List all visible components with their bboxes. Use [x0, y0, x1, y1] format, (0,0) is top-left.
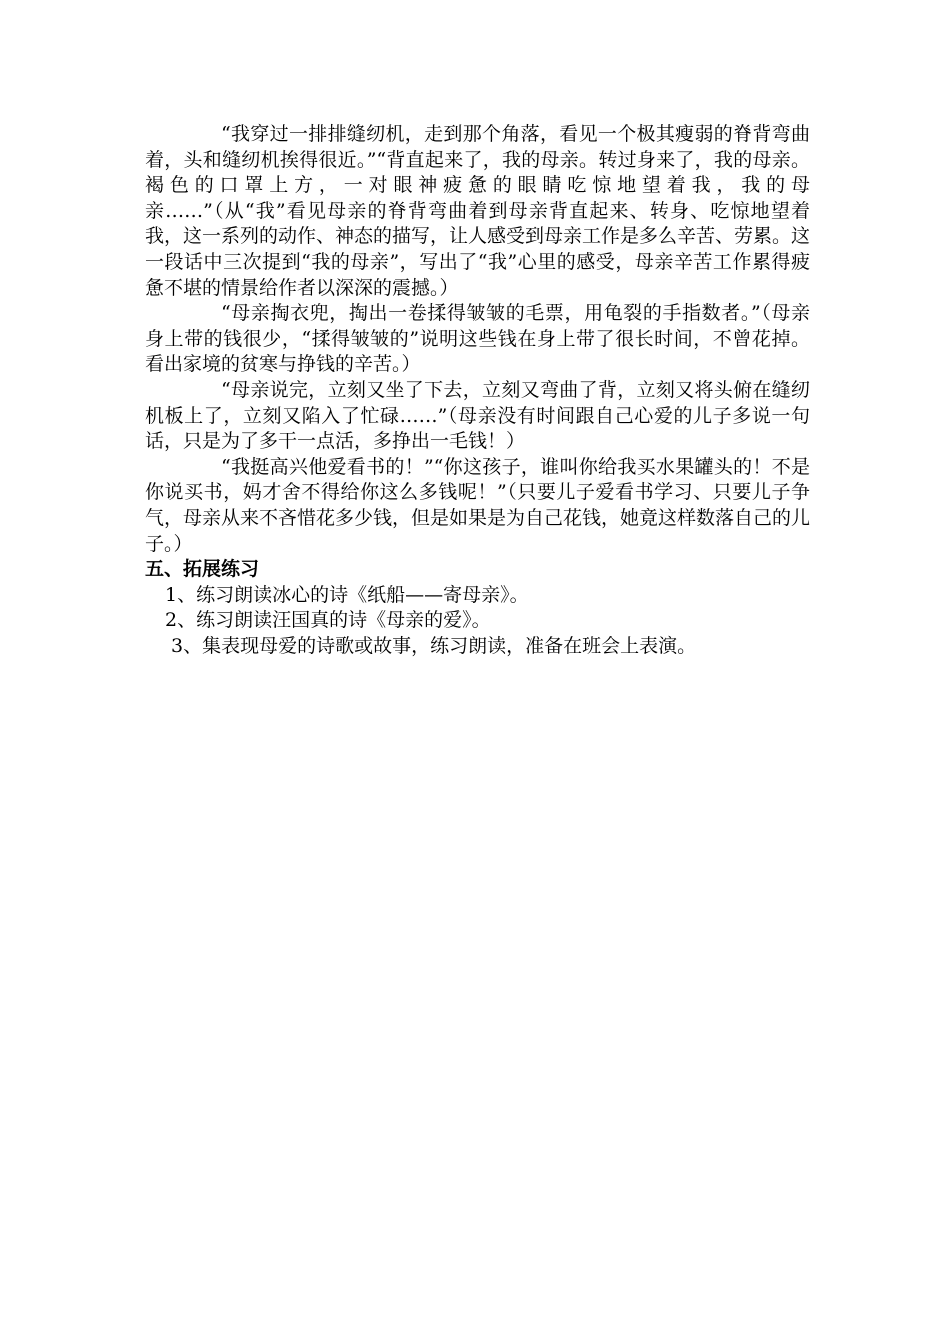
paragraph-buying-books: “我挺高兴他爱看书的！”“你这孩子，谁叫你给我买水果罐头的！不是你说买书，妈才舍不得给你这么多钱呢！”（只要儿子爱看书学习、只要儿子争气，母亲从来不吝惜花多少钱，但是如果是为自己花钱，她竟这样数落自己的儿子。）	[145, 455, 811, 555]
exercise-list	[145, 583, 810, 660]
section-title-extension-exercises: 五、拓展练习	[145, 558, 260, 581]
paragraph-sewing-machine: “我穿过一排排缝纫机，走到那个角落，看见一个极其瘦弱的脊背弯曲着，头和缝纫机挨得很近。”“背直起来了，我的母亲。转过身来了，我的母亲。褐色的口罩上方，一对眼神疲惫的眼睛吃惊地望着我，我的母亲……”（从“我”看见母亲的脊背弯曲着到母亲背直起来、转身、吃惊地望着我，这一系列的动作、神态的描写，让人感受到母亲工作是多么辛苦、劳累。这一段话中三次提到“我的母亲”，写出了“我”心里的感受，母亲辛苦工作累得疲惫不堪的情景给作者以深深的震撼。）	[145, 123, 811, 299]
exercise-item-2: 2、练习朗读汪国真的诗《母亲的爱》。	[165, 609, 491, 632]
document-page	[145, 122, 810, 659]
paragraph-back-to-work: “母亲说完，立刻又坐了下去，立刻又弯曲了背，立刻又将头俯在缝纫机板上了，立刻又陷入了忙碌……”（母亲没有时间跟自己心爱的儿子多说一句话，只是为了多干一点活，多挣出一毛钱！）	[145, 378, 810, 453]
exercise-item-1: 1、练习朗读冰心的诗《纸船——寄母亲》。	[165, 583, 529, 606]
paragraph-money: “母亲掏衣兜，掏出一卷揉得皱皱的毛票，用龟裂的手指数者。”（母亲身上带的钱很少，“揉得皱皱的”说明这些钱在身上带了很长时间，不曾花掉。看出家境的贫寒与挣钱的辛苦。）	[145, 302, 810, 376]
exercise-item-3: 3、集表现母爱的诗歌或故事，练习朗读，准备在班会上表演。	[171, 634, 697, 657]
